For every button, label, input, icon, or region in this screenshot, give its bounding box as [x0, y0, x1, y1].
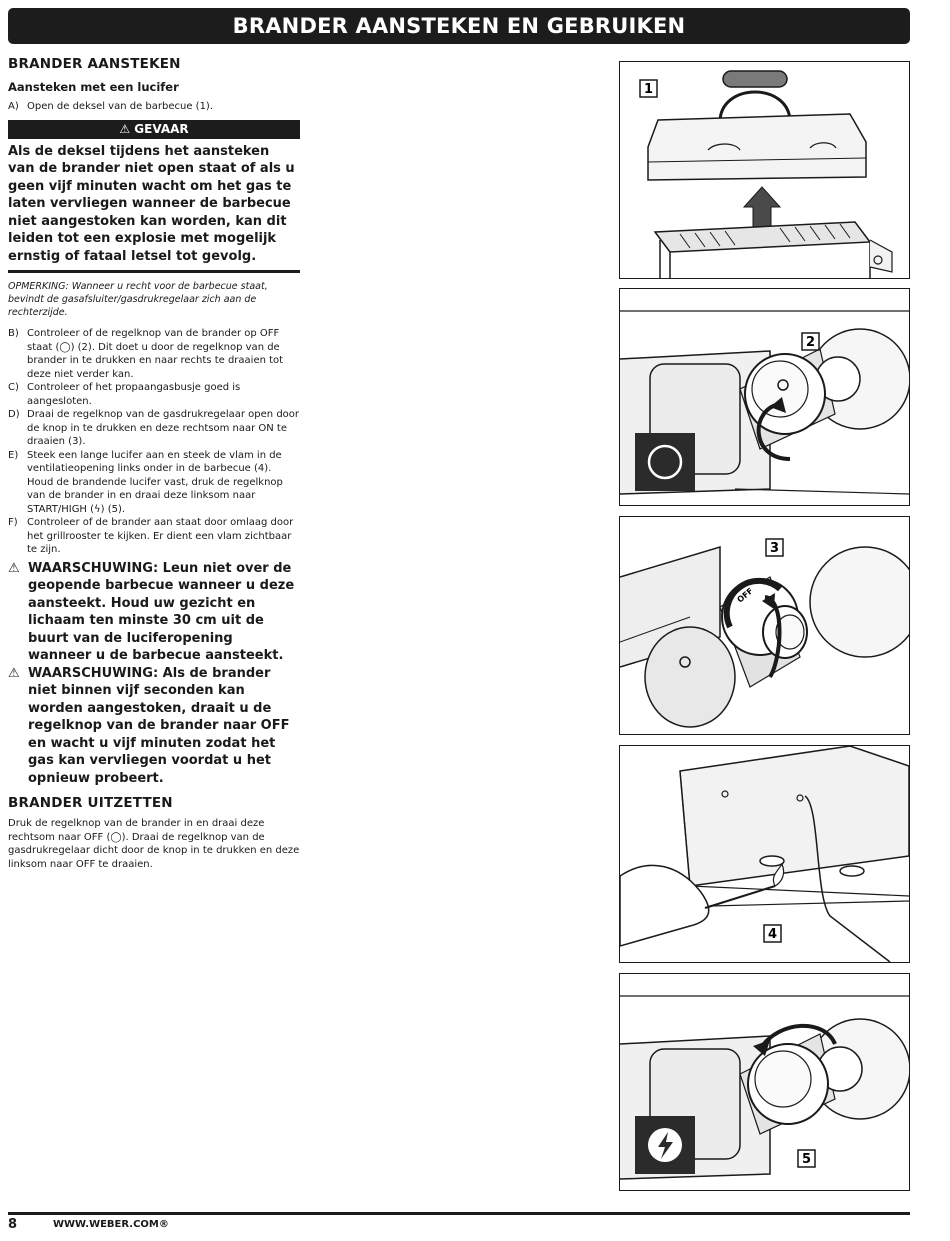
step-text: Steek een lange lucifer aan en steek de vlam in de ventilatieopening links onder in de barbecue (4). Houd de brandende lucifer vast, druk de regelknop van de brander in en draai deze linksom naar START/HIGH (ϟ) (5).: [27, 449, 283, 515]
note-text: OPMERKING: Wanneer u recht voor de barbecue staat, bevindt de gasafsluiter/gasdrukregelaar zich aan de rechterzijde.: [8, 281, 268, 318]
danger-text: Als de deksel tijdens het aansteken van de brander niet open staat of als u geen vijf minuten wacht om het gas te laten vervliegen wanneer de barbecue niet aangestoken kan worden, kan dit leiden tot een explosie met mogelijk ernstig of fataal letsel tot gevolg.: [8, 143, 295, 264]
figure-1: [619, 61, 910, 279]
step-f: [8, 516, 300, 557]
page-title: BRANDER AANSTEKEN EN GEBRUIKEN: [232, 14, 686, 38]
regulator-on-illustration: [620, 517, 909, 734]
step-c: [8, 381, 300, 408]
figure-number: 5: [801, 1152, 812, 1167]
knob-start-high-illustration: [620, 974, 909, 1190]
subheading-match: Aansteken met een lucifer: [8, 80, 179, 94]
step-text: Draai de regelknop van de gasdrukregelaar open door de knop in te drukken en deze rechtsom naar ON te draaien (3).: [27, 409, 300, 447]
step-b: [8, 327, 300, 381]
figure-3: [619, 516, 910, 735]
step-e: [8, 449, 300, 517]
step-text: Controleer of het propaangasbusje goed is aangesloten.: [27, 382, 241, 407]
off-instructions: Druk de regelknop van de brander in en draai deze rechtsom naar OFF (◯). Draai de regelknop van de gasdrukregelaar dicht door de knop in te drukken en deze linksom naar OFF te draaien.: [8, 818, 300, 870]
step-letter: A): [8, 101, 19, 112]
figure-5: [619, 973, 910, 1191]
dial-off-label: OFF: [735, 586, 755, 605]
step-text: Open de deksel van de barbecue (1).: [27, 101, 214, 112]
step-a: [8, 100, 300, 114]
warning-text: WAARSCHUWING: Leun niet over de geopende barbecue wanneer u deze aansteekt. Houd uw gezicht en lichaam ten minste 30 cm uit de buurt van de luciferopening wanneer u de barbecue aansteekt.: [28, 560, 295, 663]
figure-2: [619, 288, 910, 506]
section-heading-off: BRANDER UITZETTEN: [8, 795, 173, 811]
footer-divider: [8, 1212, 910, 1215]
website-link[interactable]: WWW.WEBER.COM®: [53, 1219, 169, 1230]
figure-number: 1: [643, 82, 654, 97]
knob-off-illustration: [620, 289, 909, 505]
danger-divider: [8, 270, 300, 273]
lid-lift-illustration: [620, 62, 909, 278]
instructions-column: [8, 56, 300, 871]
step-letter: E): [8, 449, 19, 461]
page-number: 8: [8, 1217, 18, 1232]
warning-triangle-icon: ⚠: [8, 560, 20, 576]
step-letter: B): [8, 328, 19, 339]
steps-list: [8, 327, 300, 557]
danger-label: ⚠ GEVAAR: [8, 120, 300, 139]
page-header: [8, 8, 910, 44]
section-heading-light: BRANDER AANSTEKEN: [8, 56, 181, 72]
match-lighting-illustration: [620, 746, 909, 962]
step-letter: F): [8, 517, 18, 528]
warning-text: WAARSCHUWING: Als de brander niet binnen vijf seconden kan worden aangestoken, draait u de regelknop van de brander naar OFF en wacht u vijf minuten zodat het gas kan vervliegen voordat u het opnieuw probeert.: [28, 665, 290, 786]
step-letter: D): [8, 409, 20, 420]
warning-no-ignite: [8, 665, 300, 788]
step-text: Controleer of de brander aan staat door omlaag door het grillrooster te kijken. Er dient een vlam zichtbaar te zijn.: [27, 517, 294, 555]
warning-triangle-icon: ⚠: [8, 665, 20, 681]
figure-number: 4: [767, 927, 778, 942]
figure-4: [619, 745, 910, 963]
warning-lean: [8, 560, 300, 665]
step-letter: C): [8, 382, 19, 393]
step-text: Controleer of de regelknop van de brander op OFF staat (◯) (2). Dit doet u door de regelknop van de brander in te drukken en naar rechts te draaien tot deze niet verder kan.: [27, 328, 284, 380]
figure-number: 2: [805, 335, 816, 350]
figure-number: 3: [769, 541, 780, 556]
step-d: [8, 408, 300, 449]
